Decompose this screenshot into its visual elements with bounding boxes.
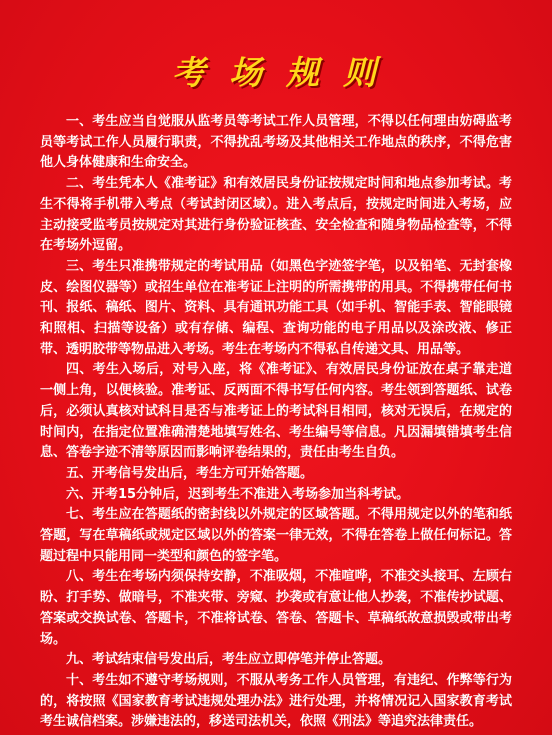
rule-item: 四、考生入场后，对号入座，将《准考证》、有效居民身份证放在桌子靠走道一侧上角，以便核验。准考证、反两面不得书写任何内容。考生领到答题纸、试卷后，必须认真核对试科目是否与准考证上的考试科目相同，核对无误后，在规定的时间内，在指定位置准确清楚地填写姓名、考生编号等信息。凡因漏填错填考生信息、答卷字迹不清等原因而影响评卷结果的，责任由考生自负。 (40, 362, 512, 461)
rule-item: 二、考生凭本人《准考证》和有效居民身份证按规定时间和地点参加考试。考生不得将手机带入考点（考试封闭区域）。进入考点后，按规定时间进入考场，应主动接受监考员按规定对其进行身份验证核查、安全检查和随身物品检查等，不得在考场外逗留。 (40, 176, 512, 254)
rule-item: 九、考试结束信号发出后，考生应立即停笔并停止答题。 (66, 652, 392, 668)
rule-item: 一、考生应当自觉服从监考员等考试工作人员管理，不得以任何理由妨碍监考员等考试工作人员履行职责，不得扰乱考场及其他相关工作地点的秩序，不得危害他人身体健康和生命安全。 (40, 114, 512, 171)
rule-item: 十、考生如不遵守考场规则，不服从考务工作人员管理，有违纪、作弊等行为的，将按照《国家教育考试违规处理办法》进行处理，并将情况记入国家教育考试考生诚信档案。涉嫌违法的，移送司法机关，依照《刑法》等追究法律责任。 (40, 672, 512, 730)
rule-item: 三、考生只准携带规定的考试用品（如黑色字迹签字笔，以及铅笔、无封套橡皮、绘图仪器等）或招生单位在准考证上注明的所需携带的用具。不得携带任何书刊、报纸、稿纸、图片、资料、具有通讯功能工具（如手机、智能手表、智能眼镜和照相、扫描等设备）或有存储、编程、查询功能的电子用品以及涂改液、修正带、透明胶带等物品进入考场。考生在考场内不得私自传递文具、用品等。 (40, 258, 512, 357)
poster-title: 考场规则 (172, 53, 400, 92)
rule-item: 六、开考15分钟后，迟到考生不准进入考场参加当科考试。 (66, 486, 410, 502)
rule-item: 七、考生应在答题纸的密封线以外规定的区域答题。不得用规定以外的笔和纸答题，写在草稿纸或规定区域以外的答案一律无效，不得在答卷上做任何标记。答题过程中只能用同一类型和颜色的签字笔。 (40, 507, 512, 564)
rule-item: 五、开考信号发出后，考生方可开始答题。 (66, 465, 314, 481)
rules-list (40, 112, 512, 733)
rule-item: 八、考生在考场内须保持安静，不准吸烟，不准喧哗，不准交头接耳、左顾右盼、打手势、做暗号，不准夹带、旁窥、抄袭或有意让他人抄袭，不准传抄试题、答案或交换试卷、答题卡，不准将试卷、答卷、答题卡、草稿纸故意损毁或带出考场。 (40, 569, 512, 647)
